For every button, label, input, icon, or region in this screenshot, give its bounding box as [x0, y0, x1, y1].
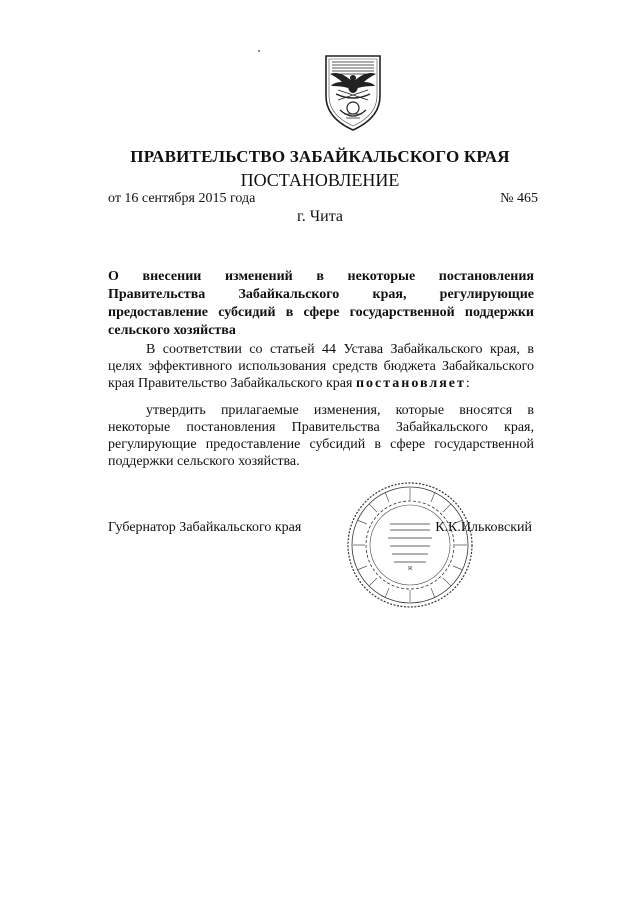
body-paragraph-1-text: В соответствии со статьей 44 Устава Забайкальского края, в целях эффективного использования средств бюджета Забайкальского края Правительство Забайкальского края	[108, 342, 534, 391]
document-type: ПОСТАНОВЛЕНИЕ	[240, 170, 400, 190]
document-date: от 16 сентября 2015 года	[108, 191, 256, 206]
body-paragraph-1	[108, 341, 534, 392]
decree-keyword: постановляет	[355, 376, 466, 391]
scan-speck	[258, 50, 260, 52]
document-city: г. Чита	[296, 208, 343, 225]
svg-text:Ж: Ж	[407, 566, 413, 572]
document-title: О внесении изменений в некоторые постановления Правительства Забайкальского края, регулирующие предоставление субсидий в сфере государственной поддержки сельского хозяйства	[108, 269, 534, 338]
official-seal-icon	[345, 480, 475, 610]
body-paragraph-1-end: :	[465, 376, 470, 391]
coat-of-arms-icon	[318, 52, 388, 132]
signatory-name: К.К.Ильковский	[435, 520, 532, 535]
document-number: № 465	[500, 191, 538, 206]
body-paragraph-2: утвердить прилагаемые изменения, которые вносятся в некоторые постановления Правительства Забайкальского края, регулирующие предоставление субсидий в сфере государственной поддержки сельского хозяйства.	[108, 403, 534, 469]
issuer-heading: ПРАВИТЕЛЬСТВО ЗАБАЙКАЛЬСКОГО КРАЯ	[130, 147, 510, 166]
signatory-title: Губернатор Забайкальского края	[108, 520, 302, 535]
